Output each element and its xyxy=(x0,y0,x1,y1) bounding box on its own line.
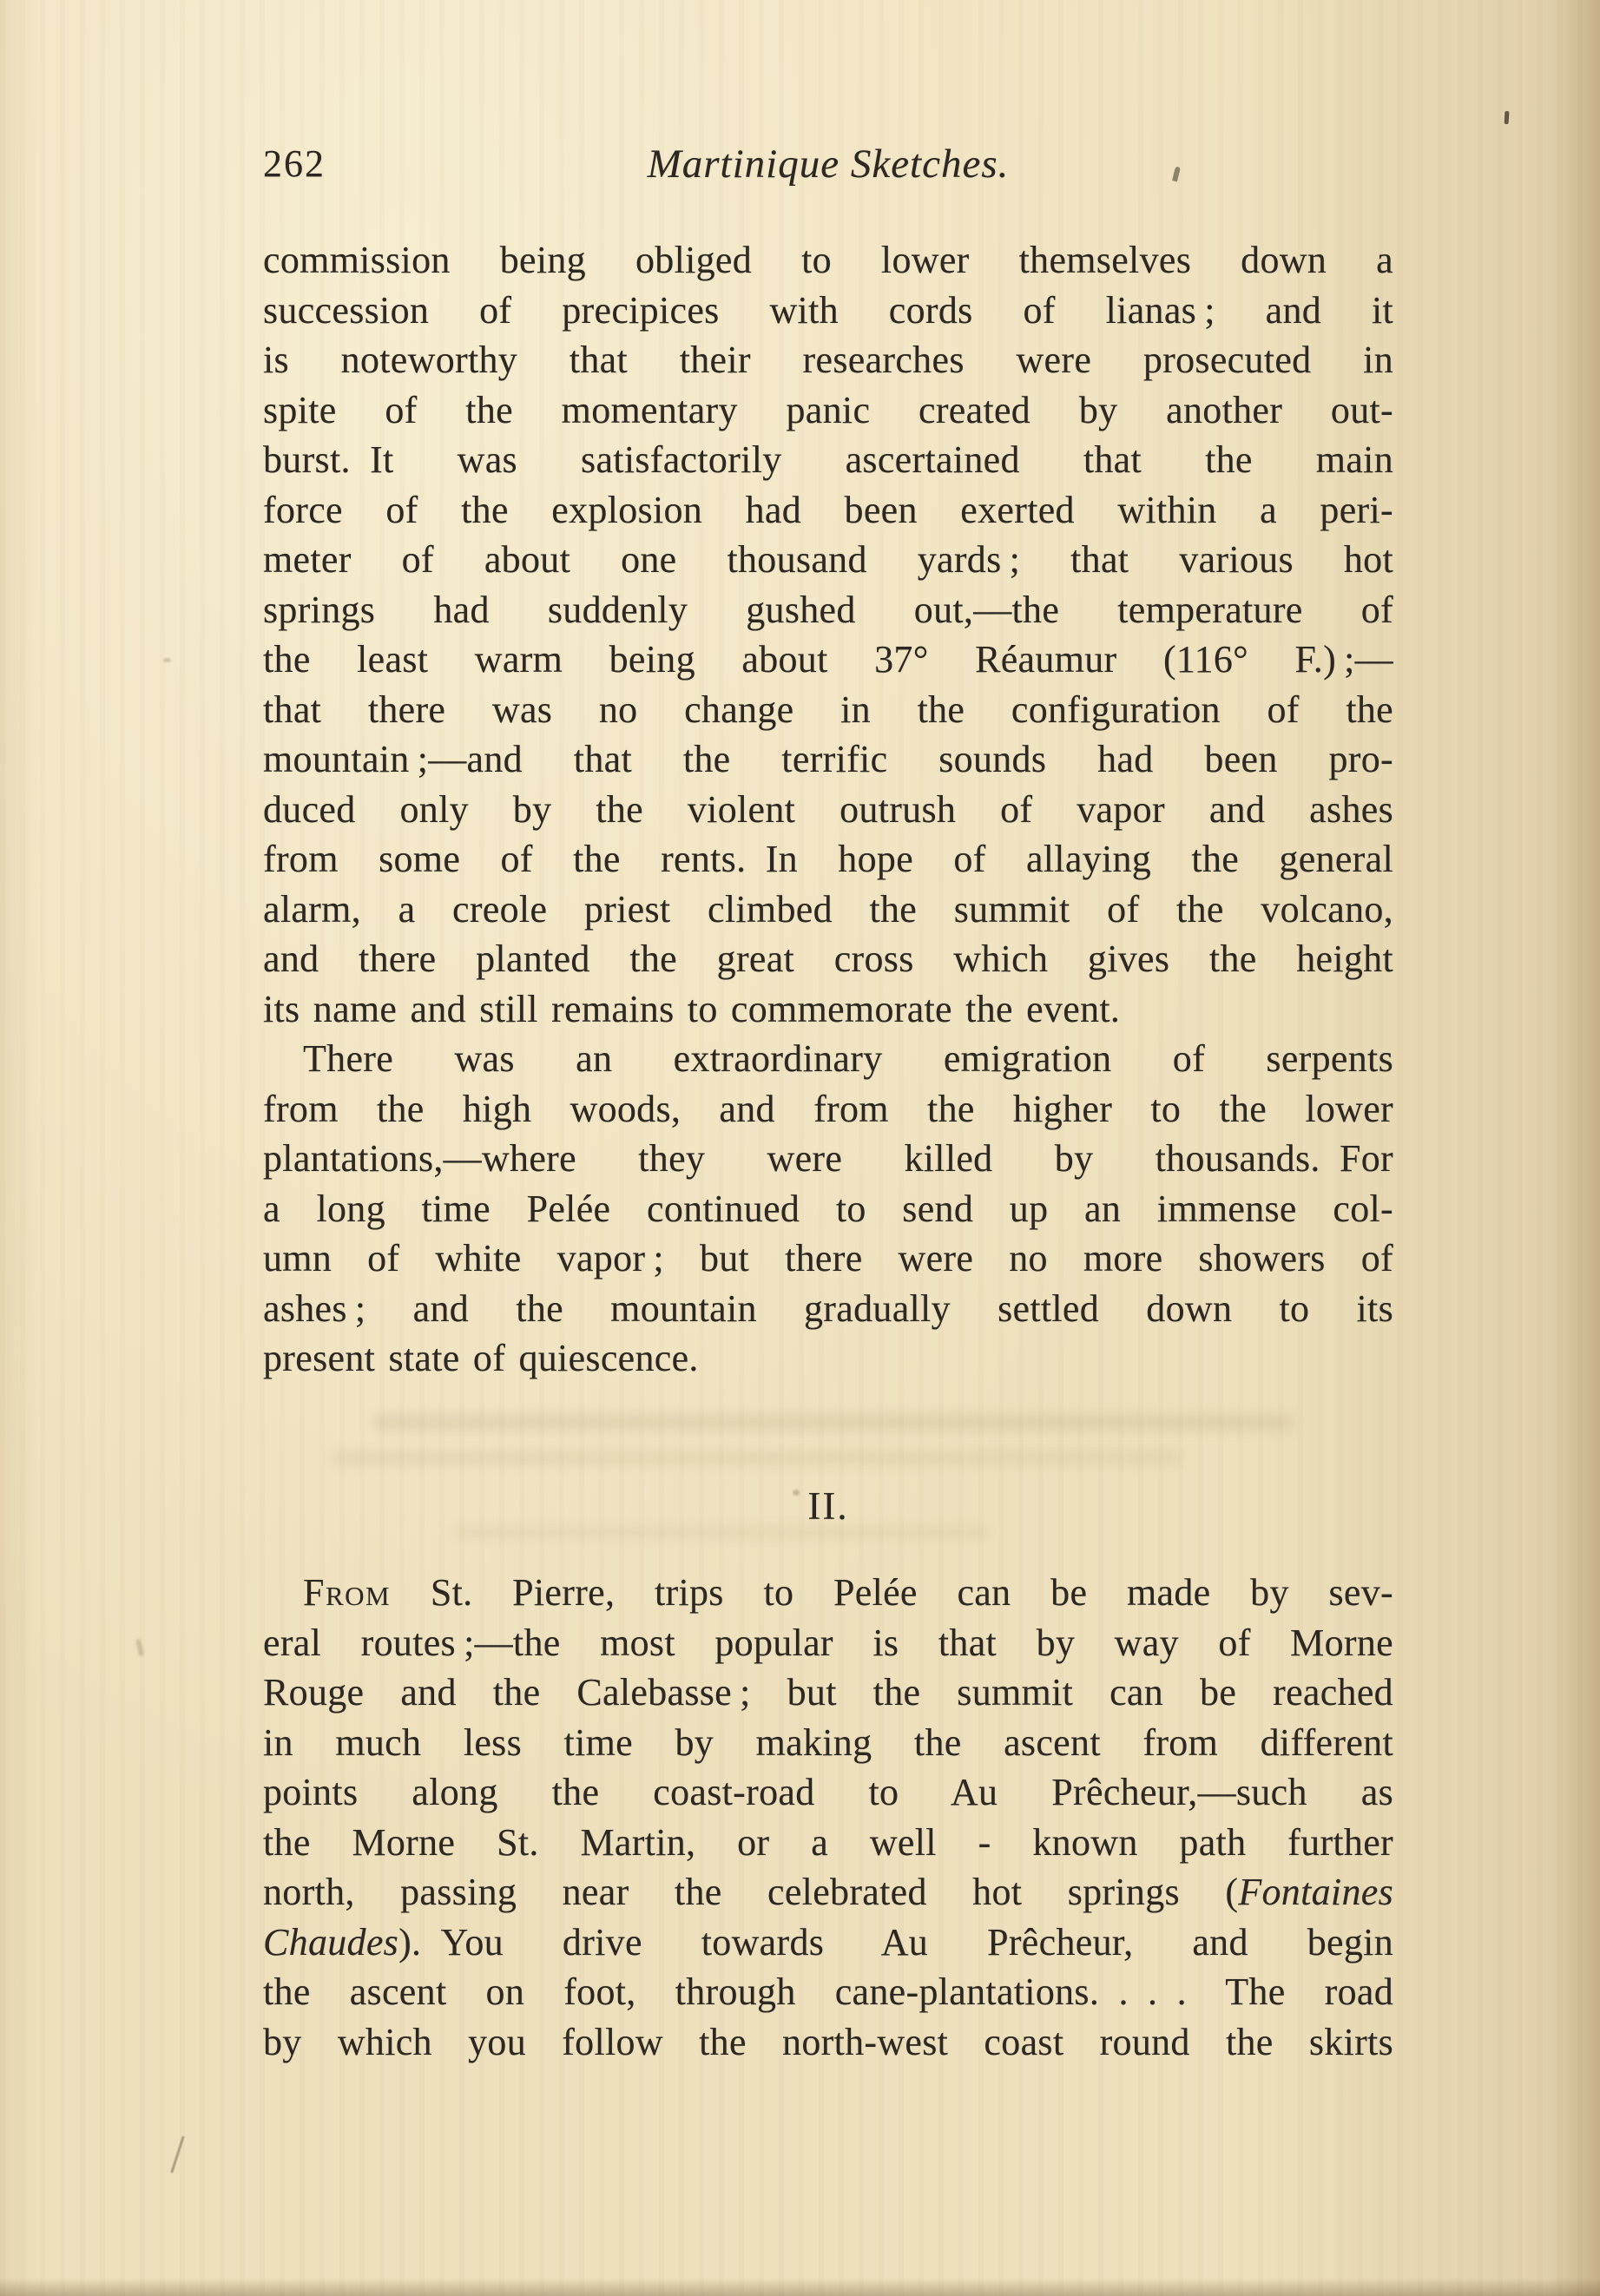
text-line: present state of quiescence. xyxy=(263,1337,699,1379)
text-line: Rouge and the Calebasse ; but the summit can be reached xyxy=(263,1671,1393,1714)
text-line: mountain ;—and that the terrific sounds had been pro- xyxy=(263,738,1393,780)
text-line: alarm, a creole priest climbed the summit of the volcano, xyxy=(263,887,1393,931)
text-line xyxy=(263,1918,1393,1968)
page-text-section-two xyxy=(263,1568,1393,2067)
show-through-smudge xyxy=(373,1415,1294,1430)
text-line: in much less time by making the ascent from different xyxy=(263,1720,1393,1764)
page-number: 262 xyxy=(263,142,326,185)
text-line: the Morne St. Martin, or a well - known path further xyxy=(263,1820,1393,1864)
text-segment-italic: Fontaines xyxy=(1238,1871,1393,1913)
text-line: There was an extraordinary emigration of serpents xyxy=(303,1037,1393,1080)
paper-speck xyxy=(163,658,171,662)
text-segment: St. Pierre, trips to Pelée can be made by sev- xyxy=(391,1571,1393,1614)
text-segment: ). You drive towards Au Prêcheur, and begin xyxy=(398,1920,1393,1964)
section-heading: II. xyxy=(807,1484,849,1528)
text-segment-italic: Chaudes xyxy=(263,1920,399,1964)
text-line xyxy=(263,1867,1393,1918)
show-through-smudge xyxy=(330,1451,1181,1464)
text-line: the least warm being about 37° Réaumur (116° F.) ;— xyxy=(263,638,1393,681)
text-line: by which you follow the north-west coast round the skirts xyxy=(263,2020,1393,2063)
text-segment: north, passing near the celebrated hot springs ( xyxy=(263,1871,1239,1913)
text-line xyxy=(263,1568,1393,1618)
paper-scratch xyxy=(170,2136,184,2174)
text-line: umn of white vapor ; but there were no more showers of xyxy=(263,1237,1393,1280)
running-title: Martinique Sketches. xyxy=(647,141,1010,187)
text-line: meter of about one thousand yards ; that various hot xyxy=(263,538,1393,581)
text-line: the ascent on foot, through cane-plantations. . . . The road xyxy=(263,1970,1393,2013)
text-line: eral routes ;—the most popular is that by way of Morne xyxy=(263,1621,1393,1664)
text-line: burst. It was satisfactorily ascertained that the main xyxy=(263,438,1393,481)
paper-speck xyxy=(1505,111,1510,124)
text-line: force of the explosion had been exerted within a peri- xyxy=(263,488,1393,531)
show-through-smudge xyxy=(451,1526,990,1538)
text-line: springs had suddenly gushed out,—the temperature of xyxy=(263,588,1393,631)
text-line: commission being obliged to lower themselves down a xyxy=(263,239,1393,281)
text-line: from some of the rents. In hope of allaying the general xyxy=(263,838,1393,880)
text-line: spite of the momentary panic created by another out- xyxy=(263,388,1393,431)
text-line: and there planted the great cross which gives the height xyxy=(263,937,1393,980)
text-line: that there was no change in the configuration of the xyxy=(263,687,1393,731)
paper-speck xyxy=(135,1639,144,1657)
text-line: succession of precipices with cords of lianas ; and it xyxy=(263,288,1393,332)
page-header xyxy=(263,141,1393,194)
text-segment-smallcaps: From xyxy=(303,1571,392,1614)
text-line: its name and still remains to commemorate the event. xyxy=(263,987,1121,1030)
text-line: a long time Pelée continued to send up an immense col- xyxy=(263,1187,1393,1230)
page-text-main xyxy=(263,235,1393,1384)
text-line: ashes ; and the mountain gradually settled down to its xyxy=(263,1286,1393,1330)
text-line: from the high woods, and from the higher to the lower xyxy=(263,1087,1393,1130)
text-line: points along the coast-road to Au Prêcheur,—such as xyxy=(263,1771,1393,1813)
text-line: plantations,—where they were killed by thousands. For xyxy=(263,1137,1393,1180)
text-line: duced only by the violent outrush of vapor and ashes xyxy=(263,787,1393,831)
text-line: is noteworthy that their researches were prosecuted in xyxy=(263,339,1393,381)
